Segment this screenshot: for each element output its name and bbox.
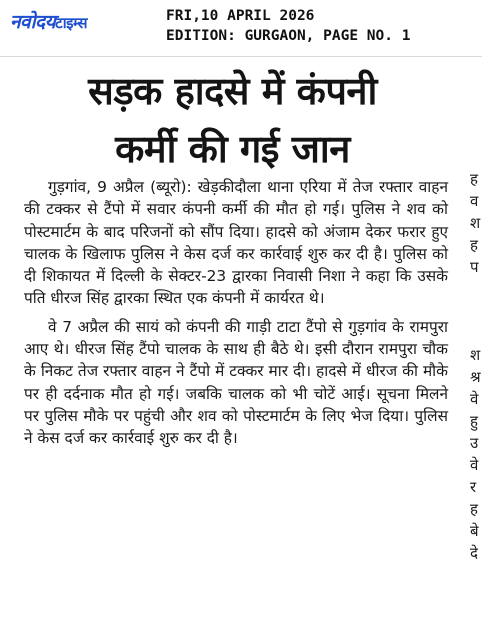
adjacent-glyph: ह xyxy=(470,170,478,188)
article-body xyxy=(24,176,448,450)
adjacent-glyph: श xyxy=(470,214,481,232)
headline-line-1: सड़क हादसे में कंपनी xyxy=(88,69,377,113)
adjacent-glyph: व xyxy=(470,192,479,210)
adjacent-glyph: र xyxy=(470,478,477,496)
adjacent-glyph: ह xyxy=(470,500,478,518)
edition-line: EDITION: GURGAON, PAGE NO. 1 xyxy=(166,28,411,44)
date-line: FRI,10 APRIL 2026 xyxy=(166,8,315,24)
article-paragraph-2: वे 7 अप्रैल की सायं को कंपनी की गाड़ी टाटा टैंपो से गुड़गांव के रामपुरा आए थे। धीरज सिंह टैंपो चालक के साथ ही बैठे थे। इसी दौरान रामपुरा चौक के निकट तेज रफ्तार वाहन ने टैंपो में टक्कर मार दी। हादसे में धीरज की मौके पर ही दर्दनाक मौत हो गई। जबकि चालक को भी चोटें आई। सूचना मिलने पर पुलिस मौके पर पहुंची और शव को पोस्टमार्टम के लिए भेज दिया। पुलिस ने केस दर्ज कर कार्रवाई शुरु कर दी है। xyxy=(24,317,448,448)
adjacent-glyph: श xyxy=(470,346,481,364)
adjacent-glyph: दे xyxy=(470,544,478,562)
edition-meta xyxy=(166,6,410,46)
logo-sub-text: टाइम्स xyxy=(55,14,87,32)
headline xyxy=(10,62,455,178)
adjacent-glyph: प xyxy=(470,258,479,276)
adjacent-glyph: श्र xyxy=(470,368,481,386)
adjacent-glyph: वे xyxy=(470,390,479,408)
headline-line-2: कर्मी की गई जान xyxy=(115,127,350,171)
header-divider xyxy=(0,56,482,57)
logo-main-text: नवोदय xyxy=(10,11,56,33)
adjacent-glyph: उ xyxy=(470,434,479,452)
masthead xyxy=(0,0,482,56)
adjacent-glyph: हु xyxy=(470,412,478,430)
adjacent-glyph: वे xyxy=(470,456,479,474)
adjacent-glyph: ह xyxy=(470,236,478,254)
newspaper-logo xyxy=(10,8,87,34)
adjacent-column-fragment xyxy=(470,168,482,564)
adjacent-glyph: बे xyxy=(470,522,479,540)
article-paragraph-1: गुड़गांव, 9 अप्रैल (ब्यूरो): खेड़कीदौला थाना एरिया में तेज रफ्तार वाहन की टक्कर से टैंपो में सवार कंपनी कर्मी की मौत हो गई। पुलिस ने शव को पोस्टमार्टम के बाद परिजनों को सौंप दिया। हादसे को अंजाम देकर फरार हुए चालक के खिलाफ पुलिस ने केस दर्ज कर कार्रवाई शुरु कर दी है। पुलिस को दी शिकायत में दिल्ली के सेक्टर-23 द्वारका निवासी निशा ने कहा कि उसके पति धीरज सिंह द्वारका स्थित एक कंपनी में कार्यरत थे। xyxy=(24,178,448,308)
adjacent-gap xyxy=(470,278,482,344)
